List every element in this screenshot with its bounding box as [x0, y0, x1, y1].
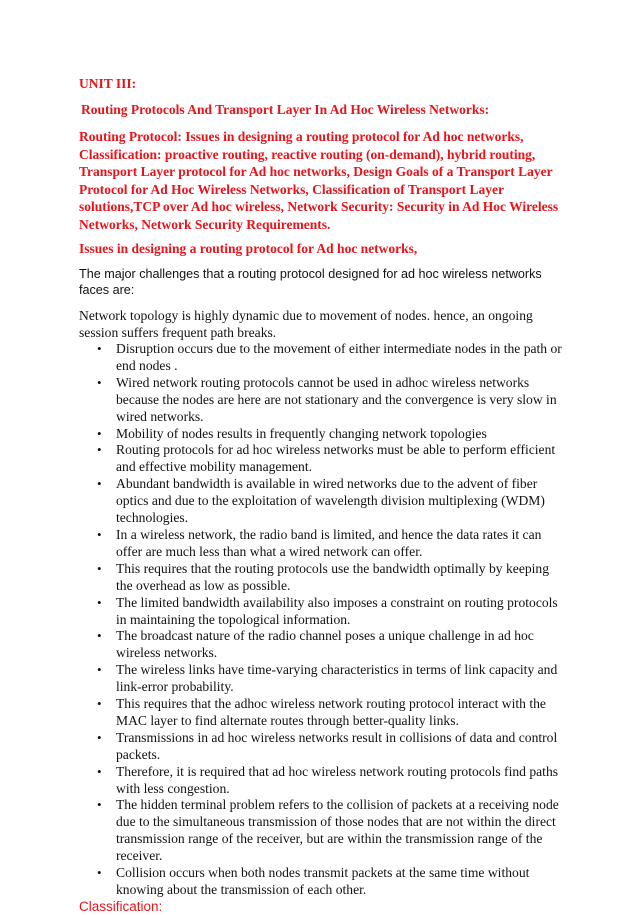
- list-item: [97, 662, 564, 696]
- list-item-text: Transmissions in ad hoc wireless networks result in collisions of data and control packets.: [116, 729, 558, 762]
- bullet-icon: •: [97, 425, 102, 441]
- list-item-text: Wired network routing protocols cannot be used in adhoc wireless networks because the nodes are here are not stationary and the convergence is very slow in wired networks.: [116, 374, 557, 424]
- document-page: [79, 76, 564, 915]
- list-item: [97, 594, 564, 629]
- bullet-icon: •: [97, 729, 102, 745]
- intro-paragraph: The major challenges that a routing protocol designed for ad hoc wireless networks faces are:: [79, 267, 542, 297]
- bullet-icon: •: [97, 696, 102, 712]
- bullet-icon: •: [97, 560, 102, 576]
- list-item-text: Mobility of nodes results in frequently changing network topologies: [116, 425, 487, 441]
- list-item: [97, 729, 564, 764]
- topology-paragraph: Network topology is highly dynamic due to movement of nodes. hence, an ongoing session suffers frequent path breaks.: [79, 308, 533, 340]
- list-item: [97, 476, 564, 527]
- bullet-icon: •: [97, 442, 102, 458]
- list-item: [97, 560, 564, 595]
- classification-heading: Classification:: [79, 898, 163, 914]
- list-item-text: Disruption occurs due to the movement of either intermediate nodes in the path or end nodes .: [116, 341, 562, 373]
- unit-subtitle: Routing Protocols And Transport Layer In Ad Hoc Wireless Networks:: [81, 102, 490, 117]
- list-item-text: In a wireless network, the radio band is limited, and hence the data rates it can offer are much less than what a wired network can offer.: [116, 526, 542, 559]
- list-item: [97, 442, 564, 476]
- list-item: [97, 696, 564, 730]
- list-item: [97, 763, 564, 798]
- bullet-icon: •: [97, 763, 102, 779]
- topics-paragraph: Routing Protocol: Issues in designing a routing protocol for Ad hoc networks, Classification: proactive routing, reactive routing (on-demand), hybrid routing, Transport Layer protocol for Ad hoc networks, Design Goals of a Transport Layer Protocol for Ad Hoc Wireless Networks, Classification of Transport Layer solutions,TCP over Ad hoc wireless, Network Security: Security in Ad Hoc Wireless Networks, Network Security Requirements.: [79, 129, 559, 232]
- list-item: [97, 628, 564, 662]
- issues-heading: Issues in designing a routing protocol for Ad hoc networks,: [79, 241, 418, 256]
- bullet-icon: •: [97, 374, 102, 390]
- bullet-icon: •: [97, 526, 102, 542]
- list-item-text: Routing protocols for ad hoc wireless networks must be able to perform efficient and effective mobility management.: [116, 442, 556, 475]
- list-item-text: This requires that the adhoc wireless network routing protocol interact with the MAC layer to find alternate routes through better-quality links.: [116, 696, 546, 728]
- list-item: [97, 865, 564, 899]
- bullet-icon: •: [97, 341, 102, 356]
- bullet-icon: •: [97, 628, 102, 644]
- list-item: [97, 374, 564, 426]
- list-item-text: Therefore, it is required that ad hoc wireless network routing protocols find paths with less congestion.: [116, 763, 559, 796]
- bullet-icon: •: [97, 476, 102, 492]
- bullet-icon: •: [97, 865, 102, 881]
- list-item: [97, 797, 564, 865]
- bullet-icon: •: [97, 594, 102, 610]
- unit-heading: UNIT III:: [79, 76, 137, 91]
- list-item: [97, 526, 564, 561]
- list-item-text: The wireless links have time-varying characteristics in terms of link capacity and link-error probability.: [116, 662, 558, 695]
- list-item-text: Abundant bandwidth is available in wired networks due to the advent of fiber optics and due to the exploitation of wavelength division multiplexing (WDM) technologies.: [116, 476, 545, 526]
- list-item-text: Collision occurs when both nodes transmit packets at the same time without knowing about the transmission of each other.: [116, 865, 530, 897]
- list-item-text: The broadcast nature of the radio channel poses a unique challenge in ad hoc wireless networks.: [116, 628, 534, 661]
- list-item-text: This requires that the routing protocols use the bandwidth optimally by keeping the overhead as low as possible.: [116, 560, 550, 593]
- list-item: [97, 341, 564, 375]
- challenges-list: [79, 341, 564, 899]
- list-item: [97, 425, 564, 443]
- list-item-text: The hidden terminal problem refers to the collision of packets at a receiving node due to the simultaneous transmission of those nodes that are not within the direct transmission range of the receiver, but are within the transmission range of the receiver.: [116, 797, 559, 864]
- list-item-text: The limited bandwidth availability also imposes a constraint on routing protocols in maintaining the topological information.: [116, 594, 558, 627]
- bullet-icon: •: [97, 797, 102, 813]
- bullet-icon: •: [97, 662, 102, 678]
